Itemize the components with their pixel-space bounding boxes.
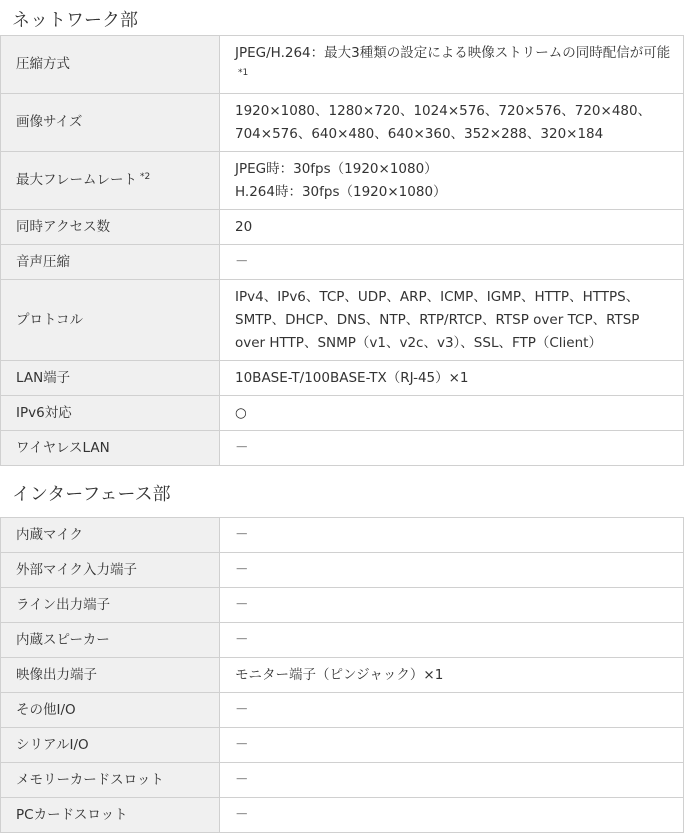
spec-label: 同時アクセス数 — [16, 218, 111, 235]
spec-value-line: － — [235, 439, 249, 456]
spec-label-cell — [1, 36, 220, 94]
spec-label-cell — [1, 623, 220, 658]
spec-label-cell — [1, 588, 220, 623]
spec-value-cell — [220, 728, 684, 763]
spec-label-cell — [1, 693, 220, 728]
spec-value-cell — [220, 361, 684, 396]
spec-label-cell — [1, 245, 220, 280]
spec-value-line: 20 — [235, 218, 253, 235]
spec-value-line: － — [235, 806, 249, 823]
spec-label: LAN端子 — [16, 369, 71, 386]
spec-label-cell — [1, 728, 220, 763]
spec-row — [1, 658, 684, 693]
spec-value-line: ○ — [235, 404, 247, 421]
spec-value-cell — [220, 152, 684, 210]
spec-row — [1, 94, 684, 152]
spec-value-line: JPEG/H.264：最大3種類の設定による映像ストリームの同時配信が可能 — [235, 44, 671, 61]
spec-value-cell — [220, 658, 684, 693]
spec-value-line: IPv4、IPv6、TCP、UDP、ARP、ICMP、IGMP、HTTP、HTTPS、 — [235, 288, 640, 305]
spec-value-line: モニター端子（ピンジャック）×1 — [235, 666, 444, 683]
spec-row — [1, 588, 684, 623]
spec-label: 圧縮方式 — [16, 56, 70, 72]
spec-row — [1, 553, 684, 588]
spec-value-cell — [220, 553, 684, 588]
spec-value-line: 704×576、640×480、640×360、352×288、320×184 — [235, 125, 604, 142]
spec-value-line: 10BASE-T/100BASE-TX（RJ-45）×1 — [235, 369, 469, 386]
spec-row — [1, 361, 684, 396]
spec-row — [1, 210, 684, 245]
spec-label: PCカードスロット — [16, 806, 128, 823]
spec-row — [1, 763, 684, 798]
spec-label: 内蔵マイク — [16, 526, 83, 543]
spec-label: 画像サイズ — [16, 114, 83, 130]
spec-row — [1, 245, 684, 280]
spec-row — [1, 396, 684, 431]
spec-label: 外部マイク入力端子 — [16, 561, 137, 578]
spec-value-cell — [220, 623, 684, 658]
spec-value-line: H.264時：30fps（1920×1080） — [235, 183, 447, 200]
spec-value-cell — [220, 280, 684, 361]
spec-value-line: － — [235, 526, 249, 543]
spec-label-cell — [1, 553, 220, 588]
spec-label-cell — [1, 763, 220, 798]
spec-value-line: － — [235, 631, 249, 648]
spec-row — [1, 518, 684, 553]
footnote-marker: *1 — [238, 67, 249, 78]
spec-label-cell — [1, 94, 220, 152]
spec-label: 内蔵スピーカー — [16, 631, 110, 648]
spec-row — [1, 280, 684, 361]
spec-value-line: SMTP、DHCP、DNS、NTP、RTP/RTCP、RTSP over TCP、RTSP — [235, 311, 640, 328]
spec-value-line: － — [235, 253, 249, 270]
spec-row — [1, 431, 684, 466]
network-spec-table — [0, 35, 684, 466]
spec-label-cell — [1, 152, 220, 210]
spec-value-cell — [220, 36, 684, 94]
spec-value-line: － — [235, 771, 249, 788]
spec-label: シリアルI/O — [16, 736, 89, 753]
spec-label: 映像出力端子 — [16, 666, 97, 683]
spec-label-cell — [1, 361, 220, 396]
interface-section-title: インターフェース部 — [12, 484, 171, 505]
spec-label-cell — [1, 798, 220, 833]
spec-value-line: － — [235, 736, 249, 753]
spec-row — [1, 798, 684, 833]
spec-label: 最大フレームレート — [16, 172, 137, 188]
spec-label: プロトコル — [16, 311, 83, 328]
spec-label-cell — [1, 658, 220, 693]
spec-label-cell — [1, 518, 220, 553]
spec-row — [1, 693, 684, 728]
spec-value-cell — [220, 431, 684, 466]
spec-row — [1, 728, 684, 763]
spec-label: メモリーカードスロット — [16, 771, 164, 788]
spec-label-cell — [1, 210, 220, 245]
spec-value-line: JPEG時：30fps（1920×1080） — [235, 160, 438, 177]
spec-value-cell — [220, 245, 684, 280]
spec-value-cell — [220, 518, 684, 553]
spec-label-cell — [1, 280, 220, 361]
spec-label-cell — [1, 431, 220, 466]
spec-value-cell — [220, 693, 684, 728]
spec-row — [1, 623, 684, 658]
spec-value-cell — [220, 588, 684, 623]
spec-value-line: － — [235, 701, 249, 718]
spec-value-line: － — [235, 596, 249, 613]
spec-value-cell — [220, 798, 684, 833]
network-section-title: ネットワーク部 — [12, 10, 138, 31]
spec-value-cell — [220, 94, 684, 152]
spec-value-cell — [220, 396, 684, 431]
spec-label-cell — [1, 396, 220, 431]
spec-label: その他I/O — [16, 701, 76, 718]
spec-row — [1, 36, 684, 94]
spec-label: IPv6対応 — [16, 404, 72, 421]
spec-value-line: 1920×1080、1280×720、1024×576、720×576、720×480、 — [235, 102, 652, 119]
spec-label: ワイヤレスLAN — [16, 439, 110, 456]
spec-value-wrap — [235, 42, 673, 88]
spec-label: 音声圧縮 — [16, 253, 70, 270]
spec-label: ライン出力端子 — [16, 596, 111, 613]
spec-row — [1, 152, 684, 210]
spec-value-cell — [220, 763, 684, 798]
spec-value-line: over HTTP、SNMP（v1、v2c、v3）、SSL、FTP（Client） — [235, 334, 602, 351]
footnote-marker: *2 — [139, 172, 151, 182]
interface-spec-table — [0, 517, 684, 833]
spec-value-cell — [220, 210, 684, 245]
spec-value-line: － — [235, 561, 249, 578]
